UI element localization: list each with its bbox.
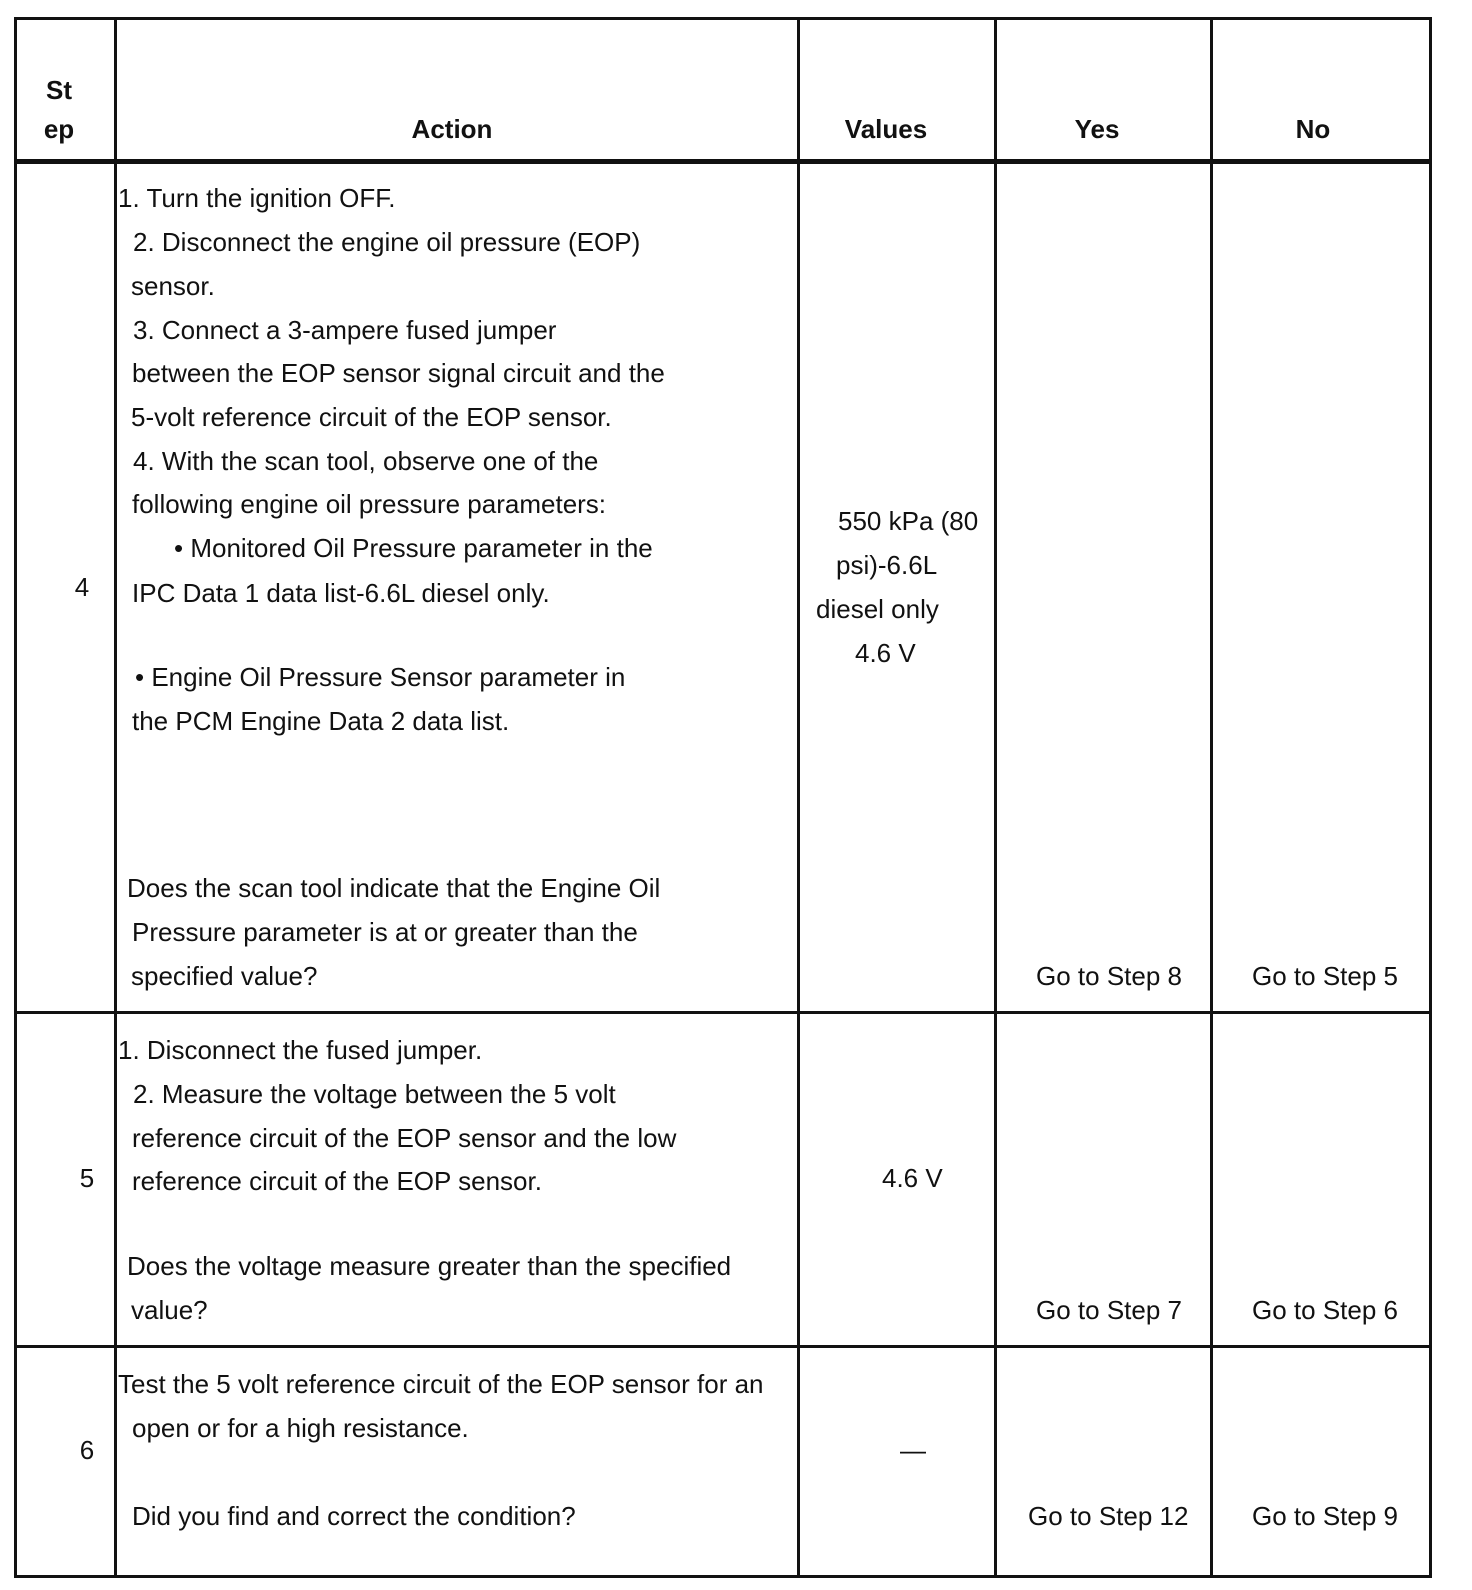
table-border-top	[14, 17, 1432, 20]
yes-link[interactable]: Go to Step 8	[1036, 961, 1182, 991]
value-line: 550 kPa (80	[838, 506, 979, 536]
value-line: diesel only	[816, 594, 939, 624]
column-separator	[114, 17, 117, 1578]
action-line: 4. With the scan tool, observe one of the	[133, 446, 599, 476]
action-line: Does the scan tool indicate that the Engine Oil	[127, 873, 661, 903]
value-line: psi)-6.6L	[836, 550, 938, 580]
action-line: reference circuit of the EOP sensor.	[132, 1166, 542, 1196]
action-line: 3. Connect a 3-ampere fused jumper	[133, 315, 557, 345]
step-number: 4	[74, 572, 90, 602]
action-line: specified value?	[131, 961, 318, 991]
header-step	[24, 71, 94, 149]
action-line: reference circuit of the EOP sensor and the low	[132, 1123, 677, 1153]
column-separator	[797, 17, 800, 1578]
header-step-line: St	[46, 75, 72, 105]
diagnostic-table	[14, 17, 1432, 1578]
action-line: IPC Data 1 data list-6.6L diesel only.	[132, 578, 550, 608]
action-line: 1. Disconnect the fused jumper.	[118, 1035, 483, 1065]
action-line: 2. Disconnect the engine oil pressure (EOP)	[133, 227, 641, 257]
action-line: Does the voltage measure greater than the specified	[127, 1251, 732, 1281]
action-line: • Monitored Oil Pressure parameter in the	[174, 533, 653, 563]
value-line: 4.6 V	[855, 638, 916, 668]
table-border-bottom	[14, 1575, 1432, 1578]
table-border-right	[1429, 17, 1432, 1578]
header-no: No	[1295, 114, 1331, 144]
table-border-left	[14, 17, 17, 1578]
action-line: Test the 5 volt reference circuit of the EOP sensor for an	[118, 1369, 764, 1399]
no-link[interactable]: Go to Step 5	[1252, 961, 1398, 991]
action-line: open or for a high resistance.	[132, 1413, 469, 1443]
action-line: 1. Turn the ignition OFF.	[118, 183, 396, 213]
header-values: Values	[844, 114, 928, 144]
action-line: following engine oil pressure parameters:	[132, 489, 607, 519]
action-line: the PCM Engine Data 2 data list.	[132, 706, 510, 736]
header-action: Action	[411, 114, 493, 144]
column-separator	[994, 17, 997, 1578]
action-line: value?	[131, 1295, 208, 1325]
row-separator	[14, 1011, 1432, 1014]
action-line: Did you find and correct the condition?	[132, 1501, 576, 1531]
header-step-line: ep	[43, 114, 75, 144]
action-line: 2. Measure the voltage between the 5 volt	[133, 1079, 616, 1109]
row-separator	[14, 1345, 1432, 1348]
step-number: 6	[79, 1435, 95, 1465]
action-line: sensor.	[131, 271, 215, 301]
header-separator	[14, 159, 1432, 164]
action-line: 5-volt reference circuit of the EOP sensor.	[131, 402, 612, 432]
step-number: 5	[79, 1163, 95, 1193]
action-line: between the EOP sensor signal circuit and the	[132, 358, 665, 388]
action-line: Pressure parameter is at or greater than the	[132, 917, 638, 947]
yes-link[interactable]: Go to Step 7	[1036, 1295, 1182, 1325]
column-separator	[1210, 17, 1213, 1578]
value-line: —	[900, 1435, 926, 1465]
no-link[interactable]: Go to Step 9	[1252, 1501, 1398, 1531]
yes-link[interactable]: Go to Step 12	[1028, 1501, 1189, 1531]
header-yes: Yes	[1074, 114, 1120, 144]
no-link[interactable]: Go to Step 6	[1252, 1295, 1398, 1325]
value-line: 4.6 V	[882, 1163, 943, 1193]
action-line: • Engine Oil Pressure Sensor parameter in	[135, 662, 626, 692]
